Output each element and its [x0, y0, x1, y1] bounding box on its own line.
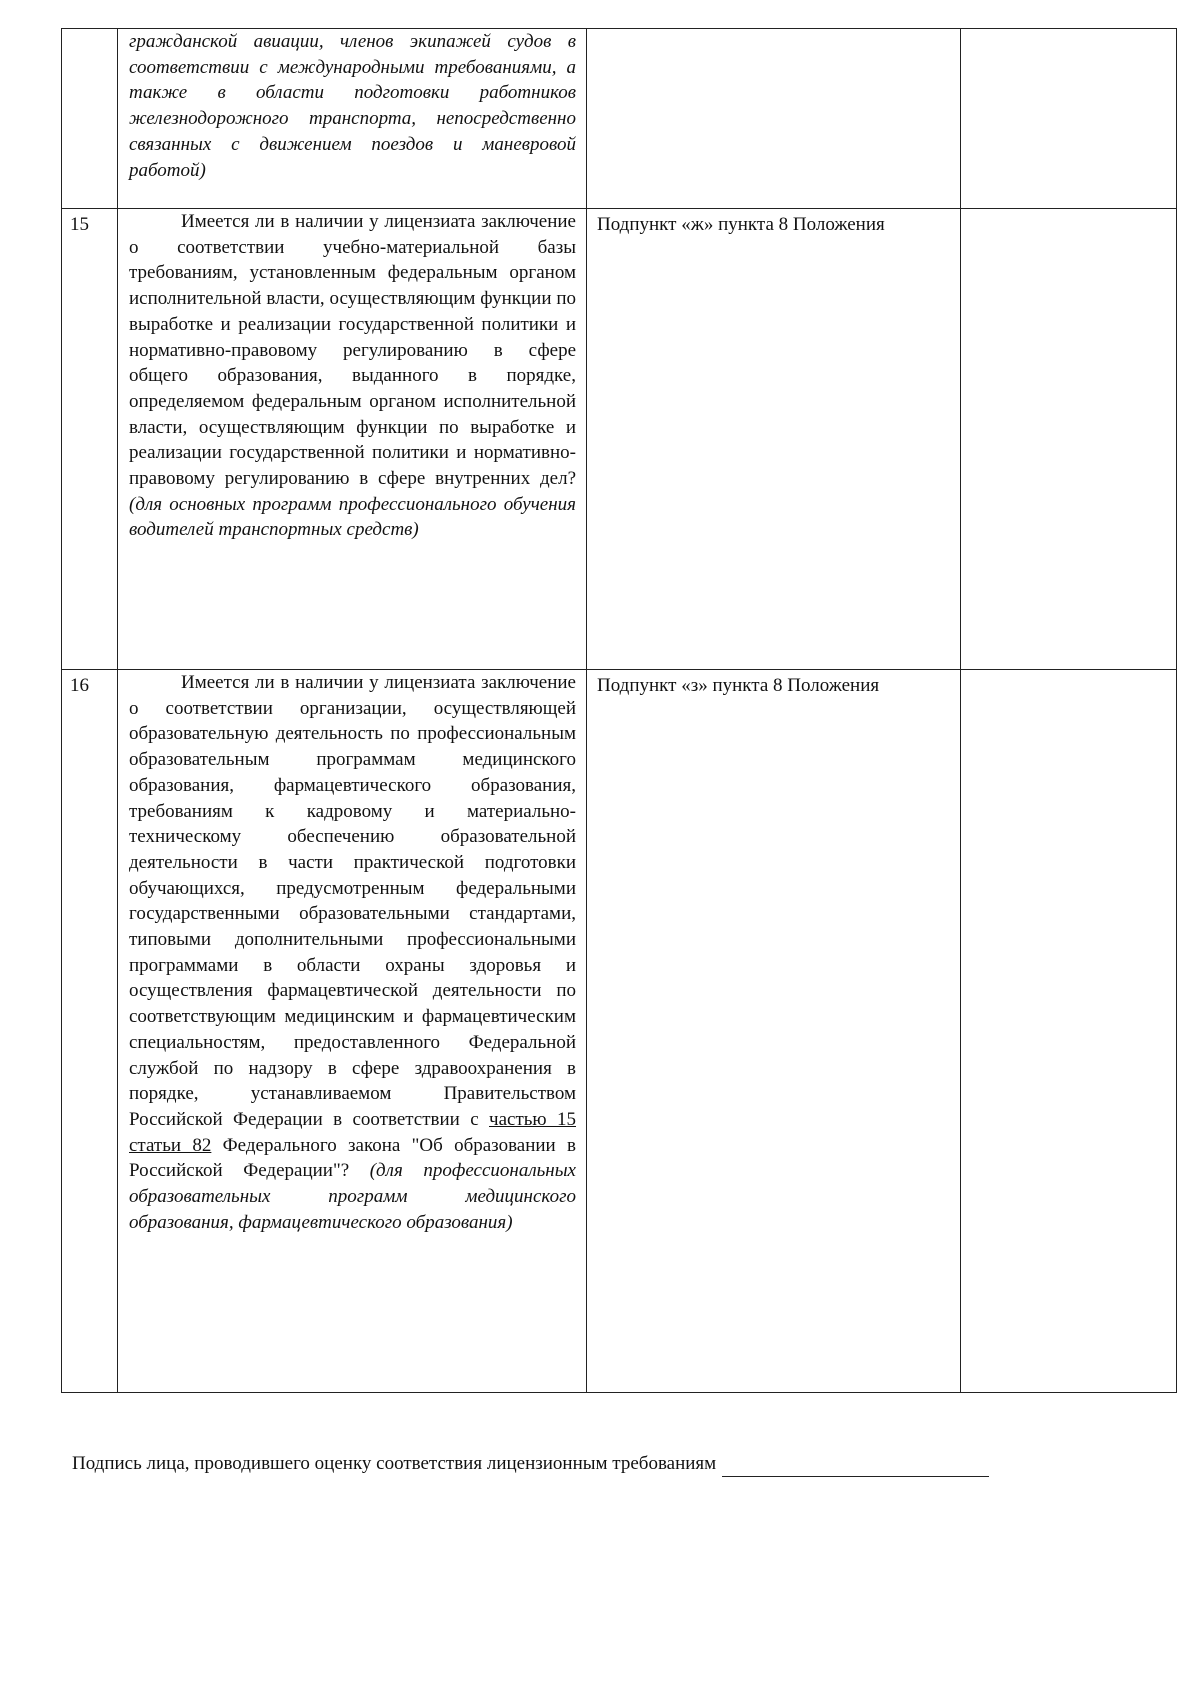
reference-cell: Подпункт «ж» пункта 8 Положения: [587, 209, 961, 670]
row-number: [62, 29, 118, 209]
question-plain-text: Имеется ли в наличии у лицензиата заключение о соответствии учебно-материальной базы требованиям, установленным федеральным органом исполнительной власти, осуществляющим функции по выработке и реализации государственной политики и нормативно-правовому регулированию в сфере общего образования, выданного в порядке, определяемом федеральным органом исполнительной власти, осуществляющим функции по выработке и реализации государственной политики и нормативно-правовому регулированию в сфере внутренних дел?: [129, 211, 576, 490]
row-number: 15: [62, 209, 118, 670]
question-italic-note: (для основных программ профессионального обучения водителей транспортных средств): [129, 493, 576, 541]
signature-line[interactable]: [722, 1458, 989, 1477]
checklist-table: [61, 28, 1177, 1393]
question-text: [118, 209, 586, 543]
question-cell: [118, 29, 587, 209]
question-cell: [118, 670, 587, 1393]
result-cell: [961, 209, 1177, 670]
question-plain-text: Федерального закона "Об образовании в Российской Федерации"?: [129, 1134, 577, 1182]
law-article-link[interactable]: частью 15 статьи 82: [129, 1108, 576, 1156]
reference-cell: [587, 29, 961, 209]
question-italic-note: гражданской авиации, членов экипажей судов в соответствии с международными требованиями, а также в области подготовки работников железнодорожного транспорта, непосредственно связанных с движением поездов и маневровой работой): [129, 31, 576, 181]
result-cell: [961, 29, 1177, 209]
signature-block: [72, 1451, 989, 1477]
question-plain-text: Имеется ли в наличии у лицензиата заключение о соответствии организации, осуществляющей образовательную деятельность по профессиональным образовательным программам медицинского образования, фармацевтического образования, требованиям к кадровому и материально-техническому обеспечению образовательной деятельности в части практической подготовки обучающихся, предусмотренным федеральными государственными образовательными стандартами, типовыми дополнительными профессиональными программами в области охраны здоровья и осуществления фармацевтической деятельности по соответствующим медицинским и фармацевтическим специальностям, предоставленного Федеральной службой по надзору в сфере здравоохранения в порядке, устанавливаемом Правительством Российской Федерации в соответствии с: [129, 672, 576, 1130]
table-row: [62, 209, 1177, 670]
question-text: [118, 670, 586, 1235]
reference-cell: Подпункт «з» пункта 8 Положения: [587, 670, 961, 1393]
signature-label: Подпись лица, проводившего оценку соответствия лицензионным требованиям: [72, 1453, 717, 1474]
result-cell: [961, 670, 1177, 1393]
table-row: [62, 670, 1177, 1393]
row-number: 16: [62, 670, 118, 1393]
question-cell: [118, 209, 587, 670]
table-row: [62, 29, 1177, 209]
question-italic-note: (для профессиональных образовательных программ медицинского образования, фармацевтического образования): [129, 1160, 576, 1233]
